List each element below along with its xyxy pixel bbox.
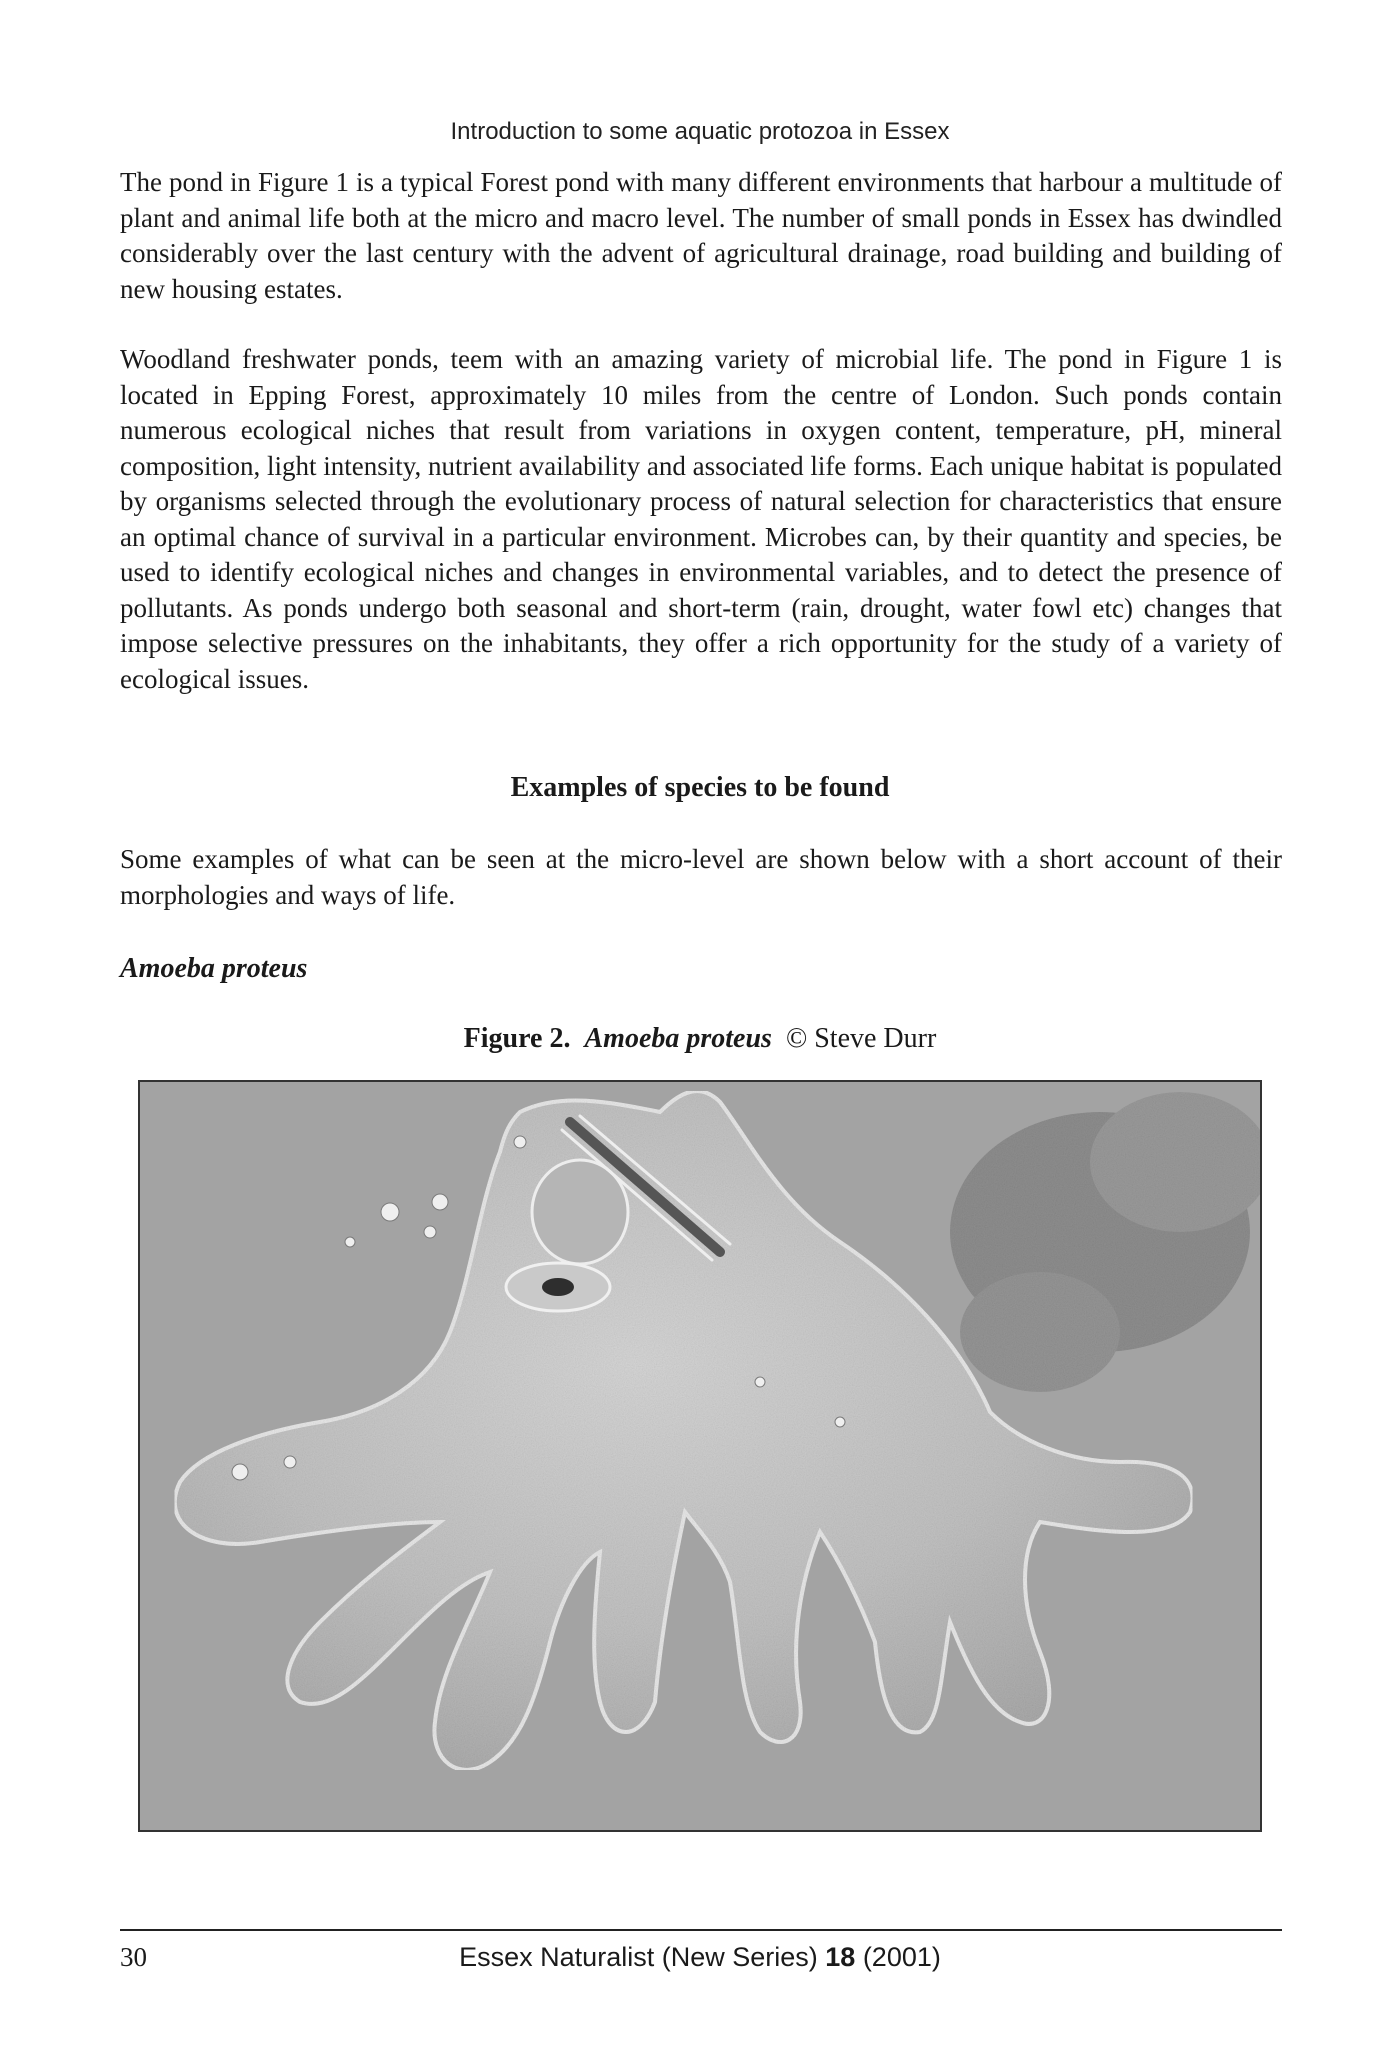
figure-species: Amoeba proteus (584, 1023, 772, 1054)
section-heading: Examples of species to be found (510, 772, 890, 803)
nucleus (506, 1263, 610, 1311)
footer-journal (0, 1942, 1400, 1973)
journal-volume: 18 (825, 1942, 856, 1972)
figure-credit: © Steve Durr (785, 1023, 937, 1054)
running-head: Introduction to some aquatic protozoa in Essex (450, 118, 950, 145)
figure-label: Figure 2. (463, 1023, 571, 1054)
page-number: 30 (120, 1942, 147, 1972)
amoeba-illustration (140, 1082, 1260, 1830)
paragraph-pond-intro: The pond in Figure 1 is a typical Forest pond with many different environments that harbour a multitude of plant and animal life both at the micro and macro level. The number of small ponds in Essex has dwindled considerably over the last century with the advent of agricultural drainage, road building and building of new housing estates. (120, 167, 1282, 304)
paragraph-examples: Some examples of what can be seen at the micro-level are shown below with a short account of their morphologies and ways of life. (120, 844, 1282, 910)
species-heading: Amoeba proteus (120, 953, 308, 984)
paragraph-woodland-ponds: Woodland freshwater ponds, teem with an amazing variety of microbial life. The pond in Figure 1 is located in Epping Forest, approximately 10 miles from the centre of London. Such ponds contain numerous ecological niches that result from variations in oxygen content, temperature, pH, mineral composition, light intensity, nutrient availability and associated life forms. Each unique habitat is populated by organisms selected through the evolutionary process of natural selection for characteristics that ensure an optimal chance of survival in a particular environment. Microbes can, by their quantity and species, be used to identify ecological niches and changes in environmental variables, and to detect the presence of pollutants. As ponds undergo both seasonal and short-term (rain, drought, water fowl etc) changes that impose selective pressures on the inhabitants, they offer a rich opportunity for the study of a variety of ecological issues. (120, 344, 1282, 694)
footer-rule (120, 1929, 1282, 1931)
figure-caption (0, 1023, 1400, 1055)
journal-year: (2001) (862, 1942, 941, 1972)
journal-name: Essex Naturalist (New Series) (459, 1942, 818, 1972)
amoeba-micrograph (138, 1080, 1262, 1832)
